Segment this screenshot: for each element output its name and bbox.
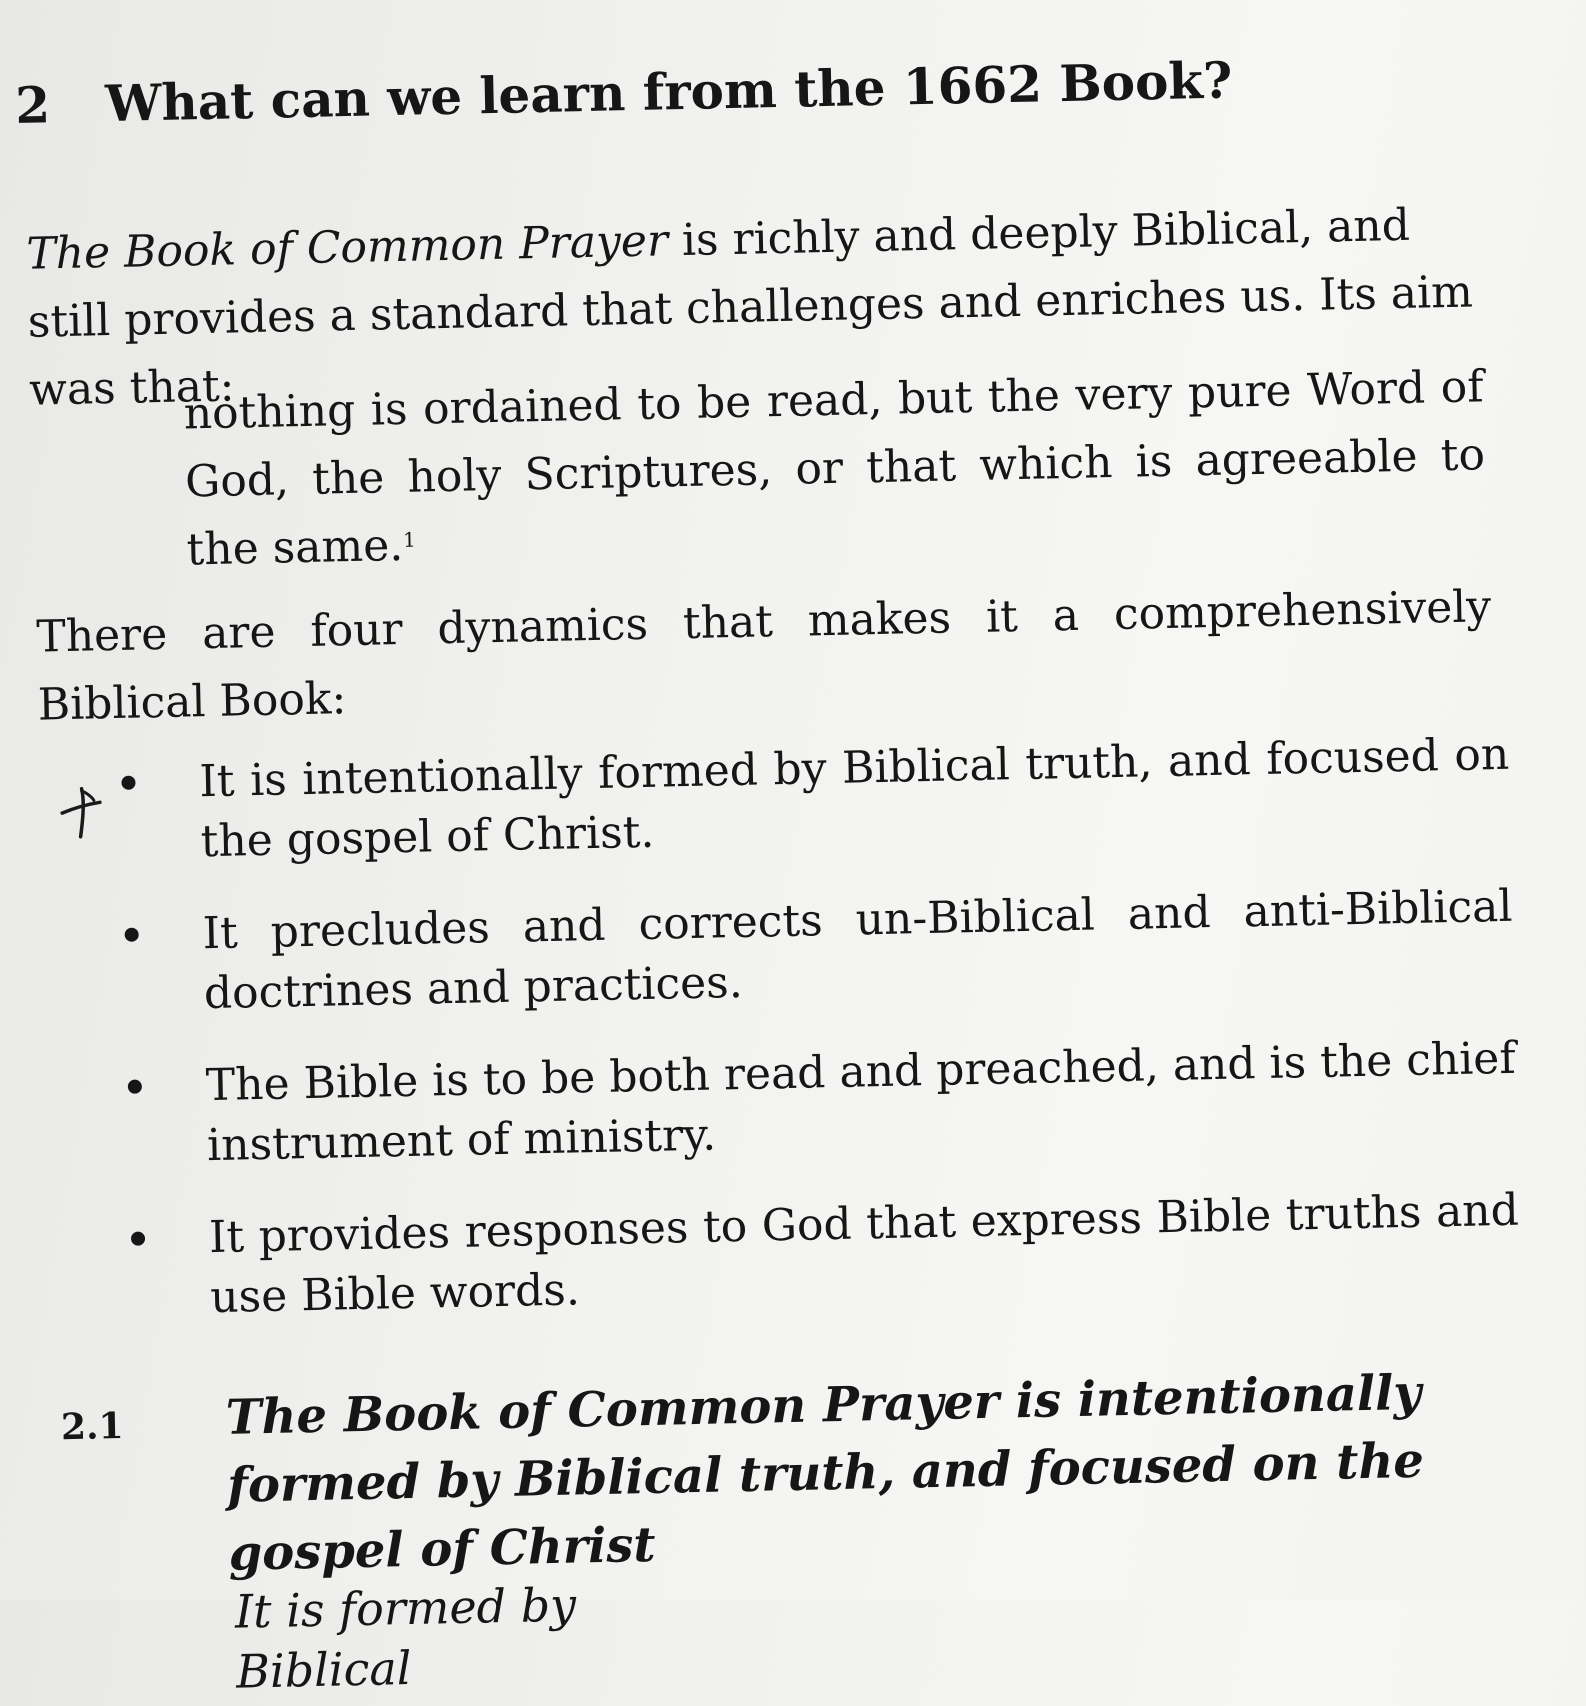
bullet-icon [121,776,135,790]
list-item-text: It precludes and corrects un-Biblical and anti-Biblical doctrines and practices. [202,880,1513,1020]
handwritten-cross-mark-icon [57,782,104,843]
book-title-italic: The Book of Common Prayer [25,215,669,280]
bullet-icon [131,1231,145,1245]
list-item-text: It provides responses to God that express Bible truths and use Bible words. [208,1184,1520,1324]
lead-paragraph [36,573,1494,739]
block-quote [183,353,1487,584]
lead-text: There are four dynamics that makes it a comprehensively Biblical Book: [35,581,1492,731]
footnote-marker: 1 [402,527,417,552]
section-title-book: The Book of Common Prayer [225,1373,1000,1446]
next-line-text: It is formed by Biblical [234,1577,577,1699]
section-title [60,1357,1534,1592]
chapter-title: What can we learn from the 1662 Book? [104,50,1233,134]
quote-text: nothing is ordained to be read, but the very pure Word of God, the holy Scriptures, or that which is agreeable to the same. [183,361,1486,576]
list-item-text: The Bible is to be both read and preached, and is the chief instrument of ministry. [205,1032,1517,1172]
section-title-rest: is intentionally formed by Biblical truth, and focused on the gospel of Christ [226,1364,1425,1582]
chapter-heading [15,50,1233,135]
bullet-icon [125,928,139,942]
section-number: 2.1 [60,1404,125,1449]
dynamics-list [109,725,1521,1362]
list-item [115,1029,1517,1178]
list-item [118,1181,1520,1330]
chapter-number: 2 [14,75,51,135]
list-item [112,877,1514,1026]
list-item-text: It is intentionally formed by Biblical truth, and focused on the gospel of Christ. [198,728,1510,868]
intro-text: is richly and deeply Biblical, and still provides a standard that challenges and enriches us. Its aim was that: [27,199,1474,416]
list-item [109,725,1511,874]
bullet-icon [128,1080,142,1094]
section-heading [60,1357,1534,1592]
